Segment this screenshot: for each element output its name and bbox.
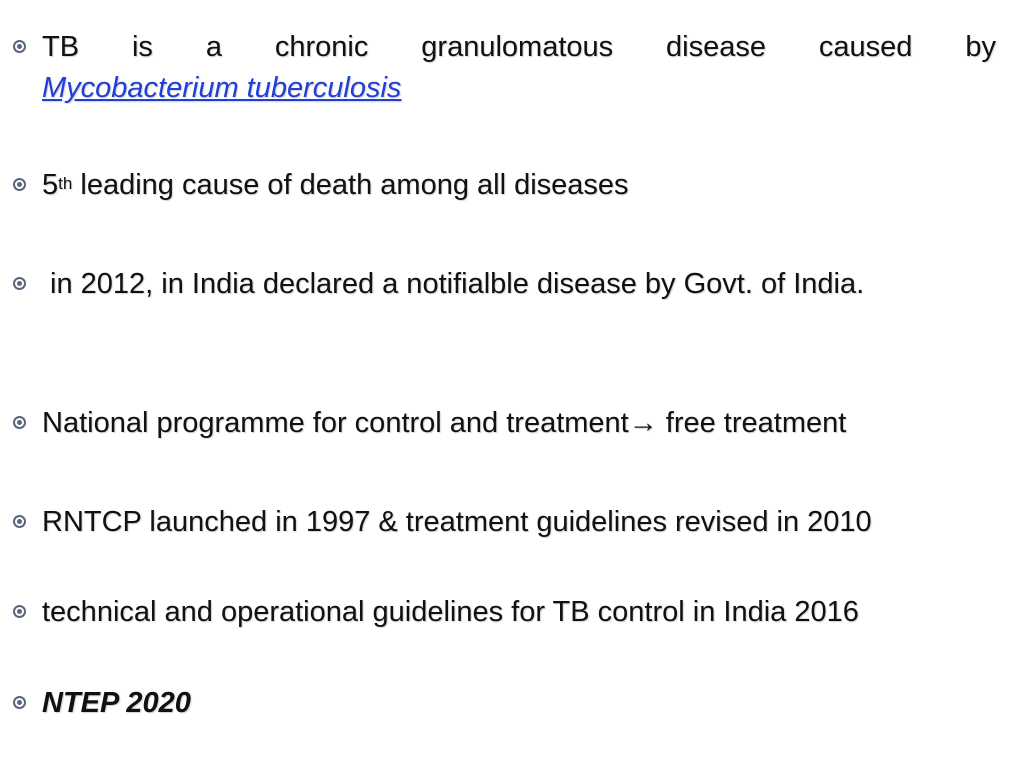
circle-bullet-icon — [13, 696, 26, 709]
bullet-text-line: TB is a chronic granulomatous disease caused by — [42, 31, 996, 63]
circle-bullet-icon — [13, 277, 26, 290]
rank-superscript: th — [58, 174, 73, 193]
bullet-text-line: leading cause of death among all diseases — [80, 169, 629, 201]
circle-bullet-icon — [13, 40, 26, 53]
bullet-text: in 2012, in India declared a notifialble disease by Govt. of India. — [50, 268, 865, 300]
bullet-text: NTEP 2020 — [42, 687, 191, 719]
bullet-text: National programme for control and treatment→ free treatment — [42, 407, 847, 439]
bullet-text — [42, 27, 996, 68]
circle-bullet-icon — [13, 515, 26, 528]
mycobacterium-link[interactable]: Mycobacterium tuberculosis — [42, 72, 402, 104]
bullet-text: RNTCP launched in 1997 & treatment guidelines revised in 2010 — [42, 506, 872, 538]
bullet-text: technical and operational guidelines for TB control in India 2016 — [42, 596, 859, 628]
bullet-text — [42, 165, 996, 206]
circle-bullet-icon — [13, 605, 26, 618]
bullet-link-line — [42, 68, 996, 109]
rank-number: 5 — [42, 169, 59, 201]
circle-bullet-icon — [13, 178, 26, 191]
circle-bullet-icon — [13, 416, 26, 429]
